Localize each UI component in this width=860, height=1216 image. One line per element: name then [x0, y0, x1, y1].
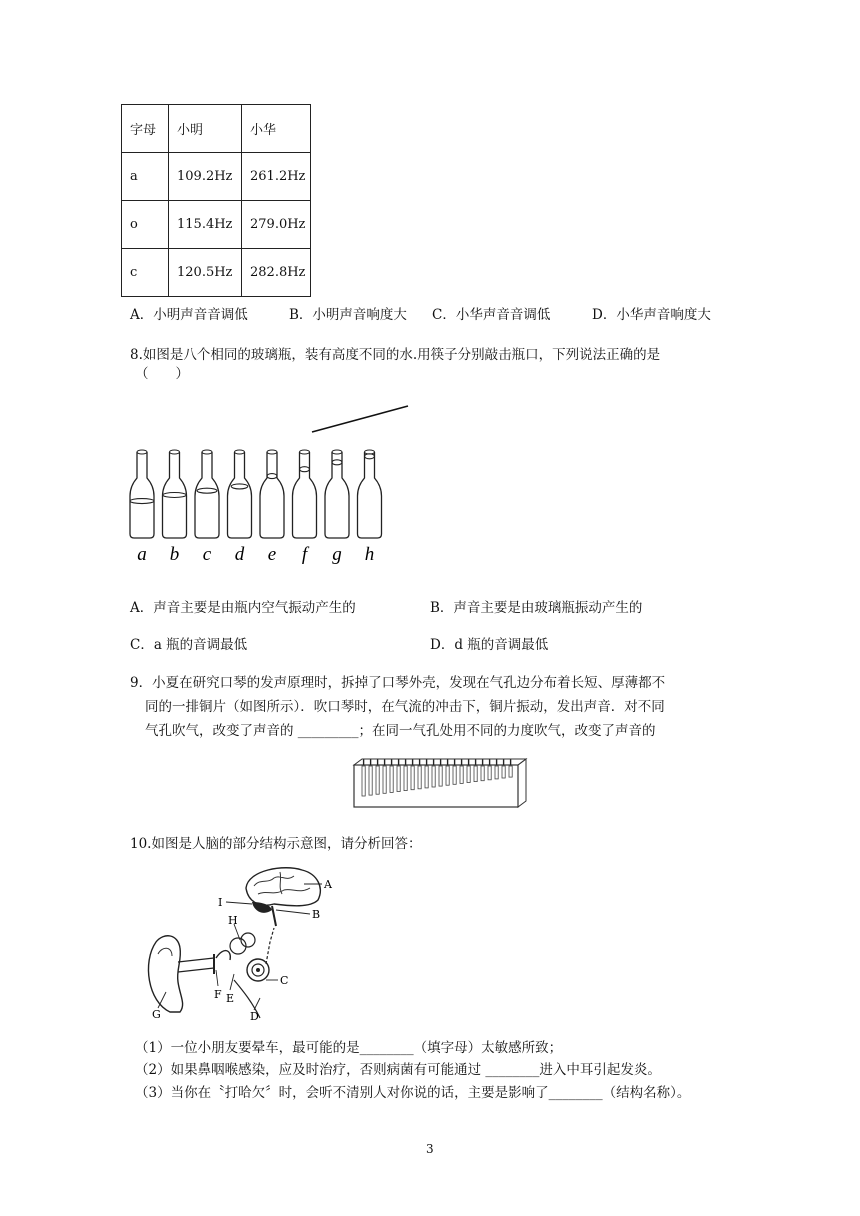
ossicles	[216, 951, 230, 960]
bottle-label-c: c	[202, 544, 212, 565]
label-line-i	[226, 902, 252, 904]
figure-label-f: F	[214, 988, 222, 1001]
harmonica-figure	[350, 755, 532, 811]
harmonica-reed	[502, 766, 505, 778]
figure-label-h: H	[228, 914, 238, 927]
bottle-label-b: b	[169, 544, 180, 565]
water-level-f	[300, 467, 310, 472]
bottle-lip-c	[202, 450, 212, 454]
q8-stem-line1: 8.如图是八个相同的玻璃瓶，装有高度不同的水.用筷子分别敲击瓶口，下列说法正确的是	[130, 347, 661, 363]
bottle-e	[260, 452, 284, 538]
bottles-figure	[120, 400, 420, 570]
label-line-b	[276, 910, 310, 914]
harmonica-reed	[369, 766, 372, 795]
bottle-a	[130, 452, 154, 538]
bottle-d	[228, 452, 252, 538]
table-cell: 261.2Hz	[242, 153, 311, 201]
harmonica-reed	[439, 766, 442, 786]
harmonica-reed	[488, 766, 491, 780]
table-row	[122, 153, 311, 201]
q8-option-c: C．a 瓶的音调最低	[130, 637, 248, 653]
bottle-label-e: e	[267, 544, 277, 565]
harmonica-reed	[376, 766, 379, 794]
q8-stem-line2: （ ）	[135, 366, 189, 382]
q9-line1: 9．小夏在研究口琴的发声原理时，拆掉了口琴外壳，发现在气孔边分布着长短、厚薄都不	[130, 675, 666, 691]
water-level-h	[365, 454, 375, 459]
harmonica-front-face	[354, 765, 518, 807]
figure-label-g: G	[152, 1008, 161, 1021]
cerebellum	[252, 902, 272, 913]
harmonica-reed	[481, 766, 484, 781]
chopstick	[312, 406, 408, 432]
harmonica-reed	[411, 766, 414, 790]
bottle-lip-e	[267, 450, 277, 454]
water-level-b	[163, 493, 186, 498]
q10-sub2: （2）如果鼻咽喉感染，应及时治疗，否则病菌有可能通过 ________进入中耳引起发炎。	[135, 1062, 661, 1078]
bottle-h	[358, 452, 382, 538]
figure-label-d: D	[250, 1010, 259, 1022]
water-level-d	[231, 484, 248, 489]
cochlea-center	[256, 968, 260, 972]
q7-option-d: D．小华声音响度大	[592, 307, 711, 323]
harmonica-reed	[362, 766, 365, 796]
bottle-label-d: d	[234, 544, 245, 565]
bottle-label-a: a	[137, 544, 147, 565]
table-cell: 279.0Hz	[242, 201, 311, 249]
harmonica-reed	[418, 766, 421, 789]
harmonica-reed	[495, 766, 498, 779]
table-cell: 120.5Hz	[169, 249, 242, 297]
table-cell: 115.4Hz	[169, 201, 242, 249]
harmonica-reed	[425, 766, 428, 788]
q9-line2: 同的一排铜片（如图所示）．吹口琴时，在气流的冲击下，铜片振动，发出声音．对不同	[145, 699, 665, 715]
harmonica-reed	[432, 766, 435, 787]
q8-option-a: A．声音主要是由瓶内空气振动产生的	[130, 600, 356, 616]
harmonica-reed	[460, 766, 463, 783]
harmonica-reed	[397, 766, 400, 792]
label-line-f	[216, 970, 218, 986]
water-level-g	[332, 460, 342, 465]
bottle-label-f: f	[301, 544, 308, 565]
q7-option-a: A．小明声音音调低	[130, 307, 248, 323]
brain-folds	[254, 872, 310, 894]
page-number: 3	[426, 1142, 434, 1156]
q10-stem: 10.如图是人脑的部分结构示意图，请分析回答：	[130, 836, 422, 852]
q9-line3: 气孔吹气，改变了声音的 _________；在同一气孔处用不同的力度吹气，改变了声音的	[145, 723, 656, 739]
auditory-nerve	[266, 928, 274, 964]
q8-option-d: D．d 瓶的音调最低	[430, 637, 549, 653]
harmonica-reed	[390, 766, 393, 792]
water-level-a	[130, 499, 154, 504]
label-line-d	[254, 998, 260, 1010]
label-line-e	[230, 974, 234, 990]
harmonica-reed	[453, 766, 456, 784]
bottle-f	[293, 452, 317, 538]
brainstem	[272, 906, 276, 926]
q7-option-c: C．小华声音音调低	[432, 307, 551, 323]
table-header-cell: 字母	[122, 105, 169, 153]
harmonica-reed	[467, 766, 470, 783]
bottle-c	[195, 452, 219, 538]
bottle-lip-f	[300, 450, 310, 454]
q8-option-b: B．声音主要是由玻璃瓶振动产生的	[430, 600, 643, 616]
bottle-label-h: h	[364, 544, 375, 565]
figure-label-c: C	[280, 974, 289, 987]
table-row	[122, 201, 311, 249]
table-cell: o	[122, 201, 169, 249]
q10-sub1: （1）一位小朋友要晕车，最可能的是________（填字母）太敏感所致；	[135, 1040, 563, 1056]
bottle-lip-d	[235, 450, 245, 454]
table-header-cell: 小华	[242, 105, 311, 153]
ear-pinna	[148, 936, 182, 1012]
harmonica-reed	[446, 766, 449, 785]
bottle-lip-a	[137, 450, 147, 454]
table-cell: 282.8Hz	[242, 249, 311, 297]
figure-label-i: I	[218, 896, 223, 909]
frequency-table	[121, 104, 311, 297]
brain-ear-figure	[134, 862, 344, 1022]
table-header-row	[122, 105, 311, 153]
harmonica-reed	[404, 766, 407, 791]
figure-label-e: E	[226, 992, 235, 1005]
ear-canal	[178, 958, 214, 972]
water-level-e	[267, 474, 277, 479]
brain-outline	[246, 868, 320, 906]
bottle-lip-b	[170, 450, 180, 454]
harmonica-side-face	[518, 759, 526, 807]
harmonica-reed	[509, 766, 512, 777]
harmonica-reed	[383, 766, 386, 793]
figure-label-b: B	[312, 908, 321, 921]
table-header-cell: 小明	[169, 105, 242, 153]
figure-label-a: A	[324, 878, 332, 891]
table-row	[122, 249, 311, 297]
bottle-label-g: g	[332, 544, 342, 565]
table-cell: c	[122, 249, 169, 297]
ear-fold	[158, 948, 172, 956]
bottle-lip-g	[332, 450, 342, 454]
q10-sub3: （3）当你在〝打哈欠〞时，会听不清别人对你说的话，主要是影响了________（结构名称）。	[135, 1085, 691, 1101]
harmonica-reed	[474, 766, 477, 782]
table-cell: 109.2Hz	[169, 153, 242, 201]
water-level-c	[197, 488, 217, 493]
table-cell: a	[122, 153, 169, 201]
bottle-b	[163, 452, 187, 538]
q7-option-b: B．小明声音响度大	[289, 307, 407, 323]
